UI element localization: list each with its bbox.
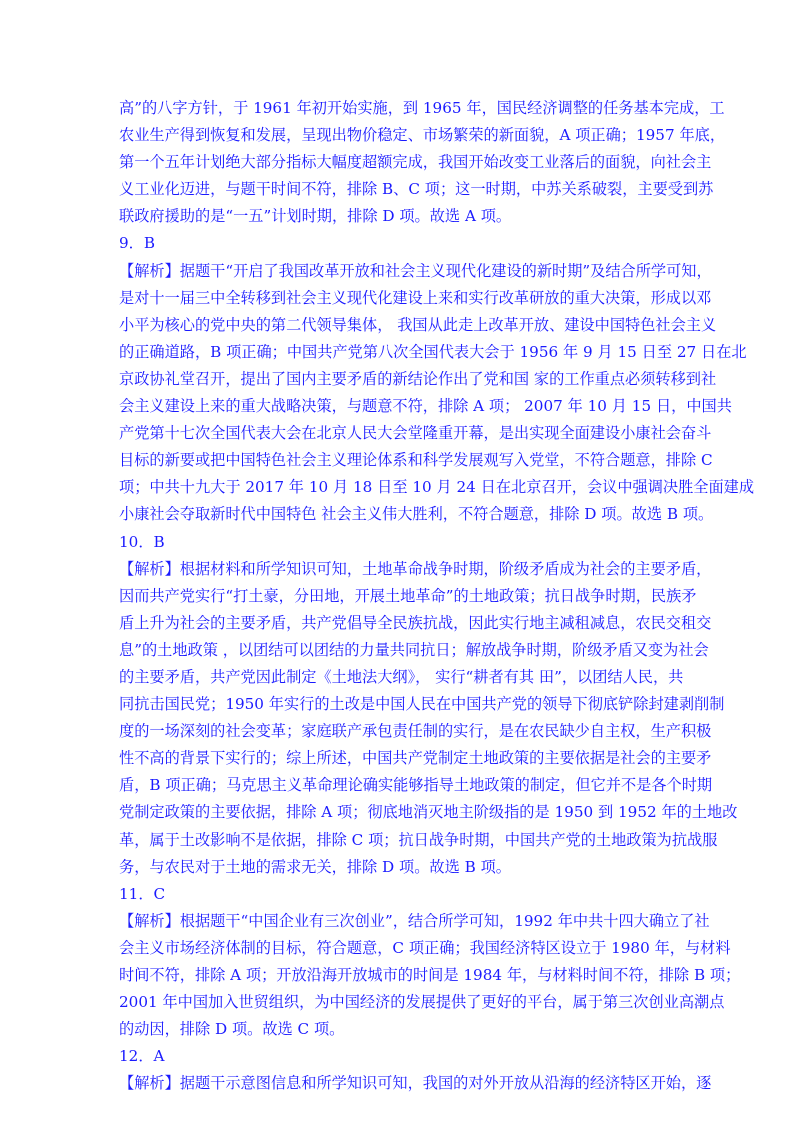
text-line: 革，属于土改影响不是依据，排除 C 项；抗日战争时期，中国共产党的土地政策为抗战服 [119, 830, 718, 849]
text-line: 会主义市场经济体制的目标，符合题意，C 项正确；我国经济特区设立于 1980 年，与材料 [119, 938, 731, 957]
text-line: 性不高的背景下实行的；综上所述，中国共产党制定土地政策的主要依据是社会的主要矛 [119, 749, 712, 768]
text-line: 盾，B 项正确；马克思主义革命理论确实能够指导土地政策的制定，但它并不是各个时期 [119, 776, 713, 795]
text-line: 【解析】据题干“开启了我国改革开放和社会主义现代化建设的新时期”及结合所学可知， [119, 261, 712, 280]
text-line: 会主义建设上来的重大战略决策，与题意不符，排除 A 项； 2007 年 10 月 15 日，中国共 [119, 397, 732, 416]
text-line: 是对十一届三中全转移到社会主义现代化建设上来和实行改革研放的重大决策，形成以邓 [119, 288, 712, 307]
text-line: 项；中共十九大于 2017 年 10 月 18 日至 10 月 24 日在北京召开，会议中强调决胜全面建成 [119, 478, 755, 497]
text-line: 务，与农民对于土地的需求无关，排除 D 项。故选 B 项。 [119, 857, 511, 876]
text-line: 产党第十七次全国代表大会在北京人民大会堂隆重开幕，是出实现全面建设小康社会奋斗 [119, 424, 712, 443]
text-line: 9．B [119, 234, 156, 253]
text-line: 小康社会夺取新时代中国特色 社会主义伟大胜利，不符合题意，排除 D 项。故选 B 项。 [119, 505, 714, 524]
text-line: 高”的八字方针，于 1961 年初开始实施，到 1965 年，国民经济调整的任务基本完成，工 [119, 99, 725, 117]
text-line: 联政府援助的是“一五”计划时期，排除 D 项。故选 A 项。 [119, 207, 512, 226]
text-line: 京政协礼堂召开，提出了国内主要矛盾的新结论作出了党和国 家的工作重点必须转移到社 [119, 369, 717, 388]
text-line: 的正确道路，B 项正确；中国共产党第八次全国代表大会于 1956 年 9 月 15 日至 27 日在北 [119, 342, 747, 361]
text-line: 2001 年中国加入世贸组织，为中国经济的发展提供了更好的平台，属于第三次创业高潮点 [119, 993, 725, 1012]
text-line: 党制定政策的主要依据，排除 A 项；彻底地消灭地主阶级指的是 1950 到 1952 年的土地改 [119, 803, 738, 822]
text-line: 的动因，排除 D 项。故选 C 项。 [119, 1020, 345, 1039]
text-line: 12．A [119, 1047, 165, 1066]
text-line: 的主要矛盾，共产党因此制定《土地法大纲》， 实行“耕者有其 田”，以团结人民，共 [119, 667, 684, 686]
text-line: 【解析】根据材料和所学知识可知，土地革命战争时期，阶级矛盾成为社会的主要矛盾， [119, 559, 712, 578]
text-line: 【解析】根据题干“中国企业有三次创业”，结合所学可知，1992 年中共十四大确立了社 [119, 911, 710, 930]
text-line: 农业生产得到恢复和发展，呈现出物价稳定、市场繁荣的新面貌，A 项正确；1957 年底， [119, 126, 726, 145]
answer-explanation-text [119, 95, 755, 1097]
text-line: 时间不符，排除 A 项；开放沿海开放城市的时间是 1984 年，与材料时间不符，排除 B 项； [119, 966, 741, 984]
text-line: 小平为核心的党中央的第二代领导集体， 我国从此走上改革开放、建设中国特色社会主义 [119, 315, 717, 334]
text-line: 盾上升为社会的主要矛盾，共产党倡导全民族抗战，因此实行地主减租减息，农民交租交 [119, 613, 712, 632]
text-line: 度的一场深刻的社会变革；家庭联产承包责任制的实行，是在农民缺少自主权，生产积极 [119, 722, 712, 741]
text-line: 因而共产党实行“打土豪，分田地，开展土地革命”的土地政策；抗日战争时期，民族矛 [119, 586, 697, 605]
text-line: 11．C [119, 884, 166, 903]
text-line: 目标的新要或把中国特色社会主义理论体系和科学发展观写入党堂，不符合题意，排除 C [119, 451, 713, 470]
text-line: 【解析】据题干示意图信息和所学知识可知，我国的对外开放从沿海的经济特区开始，逐 [119, 1074, 712, 1093]
text-line: 10．B [119, 532, 165, 551]
text-line: 第一个五年计划绝大部分指标大幅度超额完成，我国开始改变工业落后的面貌，向社会主 [119, 153, 712, 172]
text-line: 同抗击国民党；1950 年实行的土改是中国人民在中国共产党的领导下彻底铲除封建剥削制 [119, 695, 725, 714]
text-line: 义工业化迈进，与题干时间不符，排除 B、C 项；这一时期，中苏关系破裂，主要受到苏 [119, 180, 714, 199]
text-line: 息”的土地政策 ，以团结可以团结的力量共同抗日；解放战争时期，阶级矛盾又变为社会 [119, 640, 709, 659]
